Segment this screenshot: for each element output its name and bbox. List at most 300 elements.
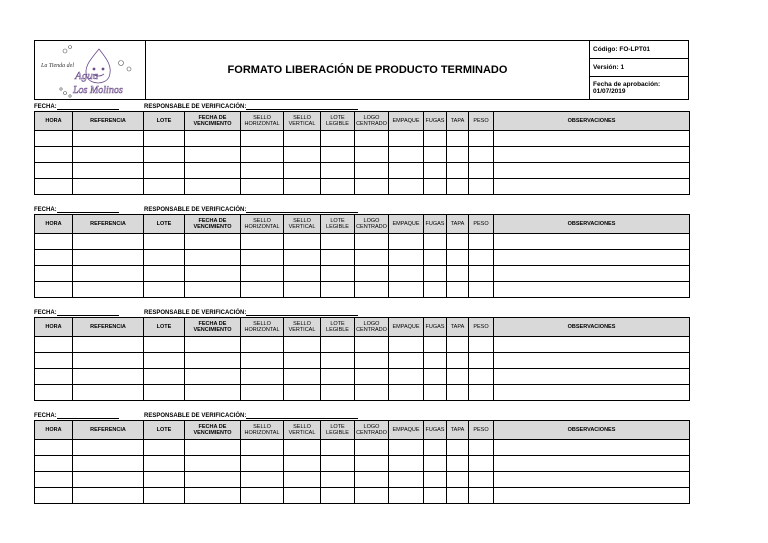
table-cell[interactable] [494,163,690,179]
table-cell[interactable] [424,337,447,353]
table-cell[interactable] [35,488,73,504]
table-cell[interactable] [494,282,690,298]
table-cell[interactable] [284,337,321,353]
column-header [185,318,241,337]
date-label: FECHA: [34,207,57,213]
table-cell[interactable] [469,440,494,456]
column-header-line1: TAPA [450,427,465,433]
table-cell[interactable] [284,147,321,163]
table-cell[interactable] [185,456,241,472]
table-cell[interactable] [321,456,355,472]
responsible-field[interactable] [144,205,358,213]
table-cell[interactable] [185,147,241,163]
table-cell[interactable] [144,163,185,179]
table-cell[interactable] [355,266,389,282]
table-cell[interactable] [469,266,494,282]
table-cell[interactable] [447,282,469,298]
table-cell[interactable] [73,488,144,504]
water-drop-logo-icon [37,43,143,99]
column-header-line1: TAPA [450,324,465,330]
table-cell[interactable] [73,179,144,195]
table-cell[interactable] [321,440,355,456]
table-cell[interactable] [241,353,284,369]
table-cell[interactable] [284,163,321,179]
table-cell[interactable] [144,385,185,401]
table-cell[interactable] [469,163,494,179]
table-cell[interactable] [321,234,355,250]
table-cell[interactable] [469,472,494,488]
column-header [241,318,284,337]
table-cell[interactable] [355,369,389,385]
column-header-line1: FECHA DE [198,321,227,327]
column-header-line1: LOGO [363,321,380,327]
table-cell[interactable] [185,266,241,282]
table-cell[interactable] [424,456,447,472]
table-cell[interactable] [389,456,424,472]
table-cell[interactable] [447,337,469,353]
table-cell[interactable] [185,234,241,250]
table-cell[interactable] [284,440,321,456]
table-cell[interactable] [469,234,494,250]
table-cell[interactable] [389,440,424,456]
table-cell[interactable] [144,131,185,147]
column-header [447,112,469,131]
date-blank-line [57,205,119,213]
table-cell[interactable] [321,266,355,282]
responsible-label: RESPONSABLE DE VERIFICACIÓN: [144,104,247,110]
table-cell[interactable] [144,179,185,195]
table-row [35,488,690,504]
section-header [34,410,689,420]
table-cell[interactable] [241,369,284,385]
column-header [284,421,321,440]
table-cell[interactable] [185,337,241,353]
table-cell[interactable] [447,179,469,195]
column-header-line1: LOTE [330,424,345,430]
table-cell[interactable] [241,131,284,147]
column-header-line2: CENTRADO [356,121,387,127]
table-cell[interactable] [494,337,690,353]
table-cell[interactable] [389,131,424,147]
table-cell[interactable] [321,250,355,266]
table-cell[interactable] [73,250,144,266]
table-cell[interactable] [144,472,185,488]
table-cell[interactable] [355,337,389,353]
table-cell[interactable] [241,266,284,282]
table-cell[interactable] [494,131,690,147]
table-cell[interactable] [447,472,469,488]
table-cell[interactable] [144,282,185,298]
table-cell[interactable] [494,488,690,504]
column-header [144,318,185,337]
table-cell[interactable] [447,385,469,401]
table-cell[interactable] [321,385,355,401]
date-blank-line [57,102,119,110]
table-header-row [35,215,690,234]
form-version: Versión: 1 [590,59,688,77]
table-cell[interactable] [35,353,73,369]
column-header [389,318,424,337]
table-cell[interactable] [355,179,389,195]
table-cell[interactable] [284,385,321,401]
column-header [447,318,469,337]
table-cell[interactable] [73,282,144,298]
table-row [35,131,690,147]
table-cell[interactable] [424,131,447,147]
column-header-line1: REFERENCIA [90,221,126,227]
table-cell[interactable] [185,163,241,179]
table-cell[interactable] [73,131,144,147]
column-header-line1: LOTE [330,115,345,121]
verification-section [34,204,689,298]
table-cell[interactable] [424,147,447,163]
table-cell[interactable] [447,147,469,163]
column-header-line1: PESO [473,427,489,433]
table-cell[interactable] [241,472,284,488]
table-cell[interactable] [321,147,355,163]
table-cell[interactable] [424,179,447,195]
table-cell[interactable] [284,282,321,298]
table-cell[interactable] [469,131,494,147]
column-header-line1: OBSERVACIONES [567,324,616,330]
table-cell[interactable] [447,234,469,250]
table-cell[interactable] [321,131,355,147]
table-cell[interactable] [144,250,185,266]
responsible-field[interactable] [144,411,358,419]
table-cell[interactable] [35,456,73,472]
table-cell[interactable] [321,179,355,195]
table-cell[interactable] [424,163,447,179]
table-cell[interactable] [447,250,469,266]
table-cell[interactable] [241,163,284,179]
table-cell[interactable] [494,179,690,195]
column-header [389,112,424,131]
date-field[interactable] [34,308,119,316]
logo-text-line3: Los Molinos [73,85,123,96]
table-cell[interactable] [73,337,144,353]
table-cell[interactable] [73,147,144,163]
table-cell[interactable] [144,369,185,385]
table-cell[interactable] [35,147,73,163]
table-cell[interactable] [469,179,494,195]
table-cell[interactable] [389,472,424,488]
table-cell[interactable] [424,266,447,282]
date-blank-line [57,411,119,419]
table-cell[interactable] [35,131,73,147]
column-header-line1: FUGAS [425,324,445,330]
table-cell[interactable] [321,282,355,298]
column-header-line1: SELLO [253,218,271,224]
table-cell[interactable] [424,385,447,401]
table-cell[interactable] [185,179,241,195]
table-cell[interactable] [424,353,447,369]
table-cell[interactable] [355,472,389,488]
table-cell[interactable] [447,163,469,179]
table-cell[interactable] [424,250,447,266]
table-cell[interactable] [35,266,73,282]
column-header [389,215,424,234]
table-cell[interactable] [321,472,355,488]
column-header [35,318,73,337]
column-header-line1: HORA [45,324,62,330]
column-header-line1: TAPA [450,221,465,227]
approval-date-value: 01/07/2019 [593,88,626,95]
table-cell[interactable] [355,163,389,179]
table-cell[interactable] [321,488,355,504]
table-cell[interactable] [144,234,185,250]
table-cell[interactable] [73,385,144,401]
responsible-field[interactable] [144,102,358,110]
table-cell[interactable] [185,440,241,456]
table-row [35,179,690,195]
table-cell[interactable] [321,337,355,353]
column-header-line1: LOTE [156,118,172,124]
table-cell[interactable] [284,353,321,369]
table-cell[interactable] [469,385,494,401]
table-cell[interactable] [185,131,241,147]
responsible-field[interactable] [144,308,358,316]
column-header-line1: REFERENCIA [90,324,126,330]
table-cell[interactable] [35,234,73,250]
table-cell[interactable] [469,353,494,369]
table-cell[interactable] [35,369,73,385]
table-cell[interactable] [185,472,241,488]
table-row [35,282,690,298]
table-cell[interactable] [185,385,241,401]
column-header [355,112,389,131]
table-cell[interactable] [73,456,144,472]
table-cell[interactable] [389,163,424,179]
table-cell[interactable] [355,282,389,298]
column-header [321,215,355,234]
table-cell[interactable] [494,472,690,488]
column-header [35,215,73,234]
column-header-line1: EMPAQUE [392,221,420,227]
table-cell[interactable] [494,266,690,282]
table-cell[interactable] [284,234,321,250]
table-cell[interactable] [185,282,241,298]
table-cell[interactable] [494,440,690,456]
table-cell[interactable] [35,163,73,179]
column-header-line1: SELLO [293,321,311,327]
column-header-line2: VERTICAL [288,430,316,436]
verification-table [34,420,690,504]
table-cell[interactable] [355,147,389,163]
table-cell[interactable] [469,147,494,163]
column-header [389,421,424,440]
column-header-line1: SELLO [253,115,271,121]
table-cell[interactable] [241,179,284,195]
table-cell[interactable] [355,488,389,504]
table-cell[interactable] [424,472,447,488]
column-header-line1: LOTE [330,218,345,224]
table-cell[interactable] [284,456,321,472]
table-cell[interactable] [35,250,73,266]
table-cell[interactable] [355,456,389,472]
table-cell[interactable] [389,353,424,369]
table-cell[interactable] [284,266,321,282]
table-cell[interactable] [355,385,389,401]
table-cell[interactable] [424,440,447,456]
table-cell[interactable] [389,147,424,163]
column-header-line1: PESO [473,221,489,227]
table-cell[interactable] [241,488,284,504]
column-header [469,215,494,234]
column-header-line2: VENCIMIENTO [193,327,232,333]
table-cell[interactable] [355,234,389,250]
table-cell[interactable] [144,440,185,456]
table-cell[interactable] [73,234,144,250]
table-cell[interactable] [284,250,321,266]
column-header-line1: EMPAQUE [392,324,420,330]
table-cell[interactable] [185,353,241,369]
table-cell[interactable] [389,179,424,195]
table-cell[interactable] [494,234,690,250]
table-cell[interactable] [469,488,494,504]
table-cell[interactable] [73,472,144,488]
table-row [35,337,690,353]
table-cell[interactable] [355,250,389,266]
form-meta [590,41,688,99]
date-field[interactable] [34,411,119,419]
column-header-line2: VENCIMIENTO [193,224,232,230]
table-cell[interactable] [241,234,284,250]
table-cell[interactable] [469,250,494,266]
table-cell[interactable] [424,234,447,250]
table-cell[interactable] [447,266,469,282]
table-cell[interactable] [321,163,355,179]
responsible-label: RESPONSABLE DE VERIFICACIÓN: [144,207,247,213]
table-cell[interactable] [35,472,73,488]
verification-table [34,111,690,195]
table-cell[interactable] [241,250,284,266]
table-cell[interactable] [35,179,73,195]
table-cell[interactable] [389,250,424,266]
table-cell[interactable] [144,266,185,282]
column-header-line1: PESO [473,324,489,330]
table-cell[interactable] [73,440,144,456]
table-cell[interactable] [447,353,469,369]
table-cell[interactable] [494,456,690,472]
table-cell[interactable] [35,337,73,353]
verification-section [34,410,689,504]
table-cell[interactable] [447,369,469,385]
table-cell[interactable] [35,282,73,298]
column-header [469,112,494,131]
table-cell[interactable] [389,385,424,401]
column-header-line1: PESO [473,118,489,124]
table-cell[interactable] [144,488,185,504]
table-cell[interactable] [494,250,690,266]
table-cell[interactable] [35,440,73,456]
table-cell[interactable] [321,353,355,369]
column-header [185,112,241,131]
responsible-blank-line [246,308,358,316]
table-row [35,163,690,179]
column-header-line1: SELLO [293,218,311,224]
table-cell[interactable] [355,440,389,456]
column-header [284,215,321,234]
form-header [34,40,689,100]
table-cell[interactable] [424,369,447,385]
table-cell[interactable] [494,385,690,401]
column-header-line2: VENCIMIENTO [193,430,232,436]
table-cell[interactable] [284,131,321,147]
table-cell[interactable] [185,488,241,504]
column-header-line1: LOTE [330,321,345,327]
verification-section [34,101,689,195]
table-cell[interactable] [389,369,424,385]
table-cell[interactable] [494,147,690,163]
table-cell[interactable] [469,282,494,298]
table-cell[interactable] [144,337,185,353]
table-cell[interactable] [494,353,690,369]
table-cell[interactable] [389,282,424,298]
table-cell[interactable] [241,385,284,401]
column-header [424,112,447,131]
table-row [35,266,690,282]
table-cell[interactable] [241,282,284,298]
table-cell[interactable] [447,488,469,504]
table-cell[interactable] [284,179,321,195]
date-field[interactable] [34,102,119,110]
column-header [321,318,355,337]
table-cell[interactable] [469,456,494,472]
table-cell[interactable] [355,131,389,147]
date-label: FECHA: [34,104,57,110]
table-cell[interactable] [144,456,185,472]
table-cell[interactable] [321,369,355,385]
table-cell[interactable] [447,456,469,472]
table-cell[interactable] [469,369,494,385]
table-cell[interactable] [185,369,241,385]
table-cell[interactable] [389,337,424,353]
date-field[interactable] [34,205,119,213]
table-cell[interactable] [494,369,690,385]
table-cell[interactable] [73,353,144,369]
table-cell[interactable] [355,353,389,369]
table-cell[interactable] [241,337,284,353]
table-cell[interactable] [35,385,73,401]
table-cell[interactable] [284,369,321,385]
table-cell[interactable] [284,488,321,504]
section-header [34,307,689,317]
table-cell[interactable] [241,456,284,472]
table-cell[interactable] [447,440,469,456]
column-header-line1: SELLO [293,424,311,430]
column-header-line1: HORA [45,118,62,124]
table-cell[interactable] [389,234,424,250]
table-cell[interactable] [424,282,447,298]
table-cell[interactable] [469,337,494,353]
table-cell[interactable] [73,266,144,282]
column-header-line1: SELLO [293,115,311,121]
table-cell[interactable] [447,131,469,147]
table-cell[interactable] [389,488,424,504]
table-cell[interactable] [284,472,321,488]
table-cell[interactable] [185,250,241,266]
table-cell[interactable] [241,440,284,456]
table-cell[interactable] [241,147,284,163]
table-header-row [35,318,690,337]
column-header [494,421,690,440]
table-cell[interactable] [389,266,424,282]
table-cell[interactable] [144,353,185,369]
table-cell[interactable] [73,369,144,385]
table-cell[interactable] [424,488,447,504]
table-cell[interactable] [73,163,144,179]
table-cell[interactable] [144,147,185,163]
